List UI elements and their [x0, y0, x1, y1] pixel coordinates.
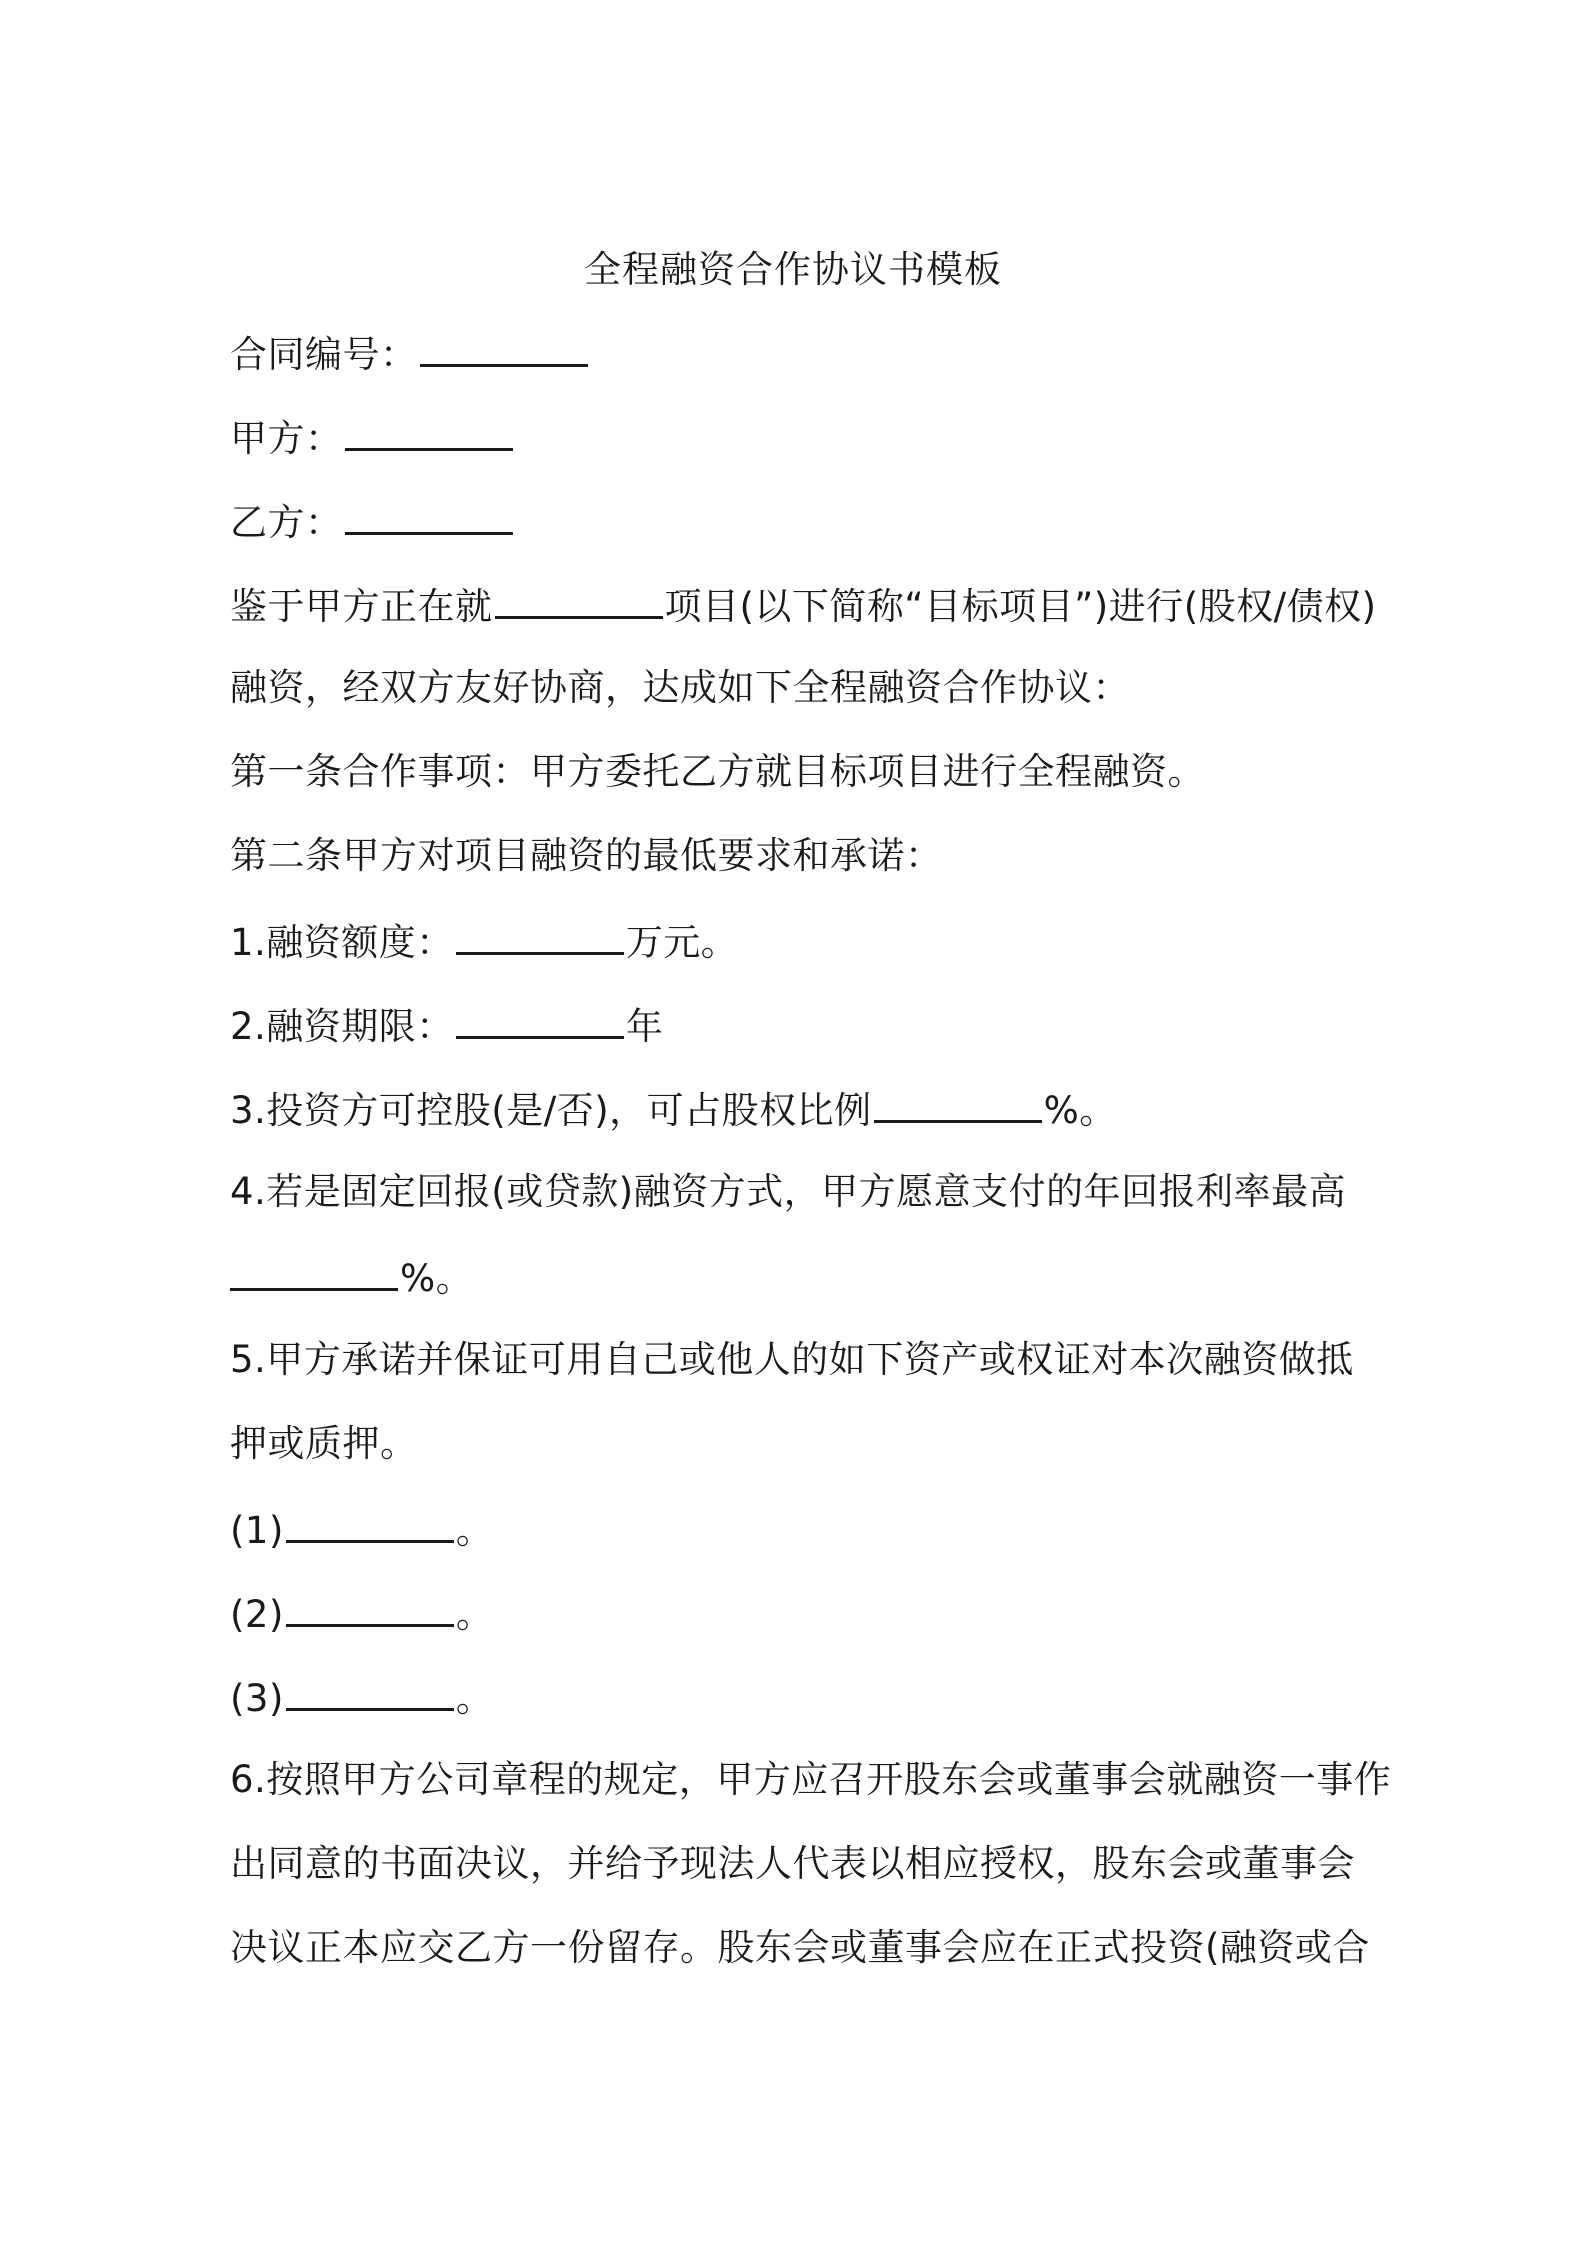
- preamble-text-1: 鉴于甲方正在就: [230, 585, 493, 628]
- party-a-blank[interactable]: [345, 408, 513, 451]
- party-b-line: [230, 492, 1370, 551]
- sub-item-2-end: 。: [455, 1593, 494, 1636]
- sub-item-2: [230, 1584, 1370, 1643]
- item-4-unit: %。: [400, 1257, 474, 1300]
- item-1-label: 1.融资额度：: [230, 921, 454, 964]
- sub-item-2-label: (2): [230, 1593, 284, 1636]
- preamble-line-2: 融资，经双方友好协商，达成如下全程融资合作协议：: [230, 666, 1130, 709]
- item-4-line-1: 4.若是固定回报(或贷款)融资方式，甲方愿意支付的年回报利率最高: [230, 1170, 1347, 1213]
- item-2-label: 2.融资期限：: [230, 1005, 454, 1048]
- item-3-equity-ratio: [230, 1080, 1370, 1139]
- sub-item-3-label: (3): [230, 1677, 284, 1720]
- contract-number-line: [230, 324, 1370, 383]
- sub-item-1: [230, 1500, 1370, 1559]
- item-1-financing-amount: [230, 912, 1370, 971]
- item-6-line-2: 出同意的书面决议，并给予现法人代表以相应授权，股东会或董事会: [230, 1842, 1355, 1885]
- sub-item-3-end: 。: [455, 1677, 494, 1720]
- item-3-label: 3.投资方可控股(是/否)，可占股权比例: [230, 1089, 872, 1132]
- financing-term-blank[interactable]: [456, 996, 624, 1039]
- contract-number-blank[interactable]: [420, 324, 588, 367]
- article-2: 第二条甲方对项目融资的最低要求和承诺：: [230, 834, 943, 877]
- item-6-line-1: 6.按照甲方公司章程的规定，甲方应召开股东会或董事会就融资一事作: [230, 1758, 1392, 1801]
- item-6-line-3: 决议正本应交乙方一份留存。股东会或董事会应在正式投资(融资或合: [230, 1926, 1370, 1969]
- document-title: 全程融资合作协议书模板: [584, 248, 1002, 291]
- collateral-2-blank[interactable]: [286, 1584, 454, 1627]
- article-1: 第一条合作事项：甲方委托乙方就目标项目进行全程融资。: [230, 750, 1205, 793]
- party-a-line: [230, 408, 1370, 467]
- project-name-blank[interactable]: [495, 576, 663, 619]
- item-1-unit: 万元。: [625, 921, 739, 964]
- contract-number-label: 合同编号：: [230, 333, 418, 376]
- interest-rate-blank[interactable]: [230, 1248, 398, 1291]
- collateral-1-blank[interactable]: [286, 1500, 454, 1543]
- preamble-text-2: 项目(以下简称“目标项目”)进行(股权/债权): [664, 585, 1377, 628]
- party-b-label: 乙方：: [230, 501, 343, 544]
- sub-item-3: [230, 1668, 1370, 1727]
- financing-amount-blank[interactable]: [456, 912, 624, 955]
- sub-item-1-label: (1): [230, 1509, 284, 1552]
- item-3-unit: %。: [1043, 1089, 1117, 1132]
- item-5-line-2: 押或质押。: [230, 1422, 418, 1465]
- item-5-line-1: 5.甲方承诺并保证可用自己或他人的如下资产或权证对本次融资做抵: [230, 1338, 1354, 1381]
- sub-item-1-end: 。: [455, 1509, 494, 1552]
- preamble-line-1: [230, 576, 1377, 635]
- collateral-3-blank[interactable]: [286, 1668, 454, 1711]
- item-4-line-2: [230, 1248, 1370, 1307]
- party-a-label: 甲方：: [230, 417, 343, 460]
- party-b-blank[interactable]: [345, 492, 513, 535]
- item-2-financing-term: [230, 996, 1370, 1055]
- equity-ratio-blank[interactable]: [874, 1080, 1042, 1123]
- item-2-unit: 年: [625, 1005, 664, 1048]
